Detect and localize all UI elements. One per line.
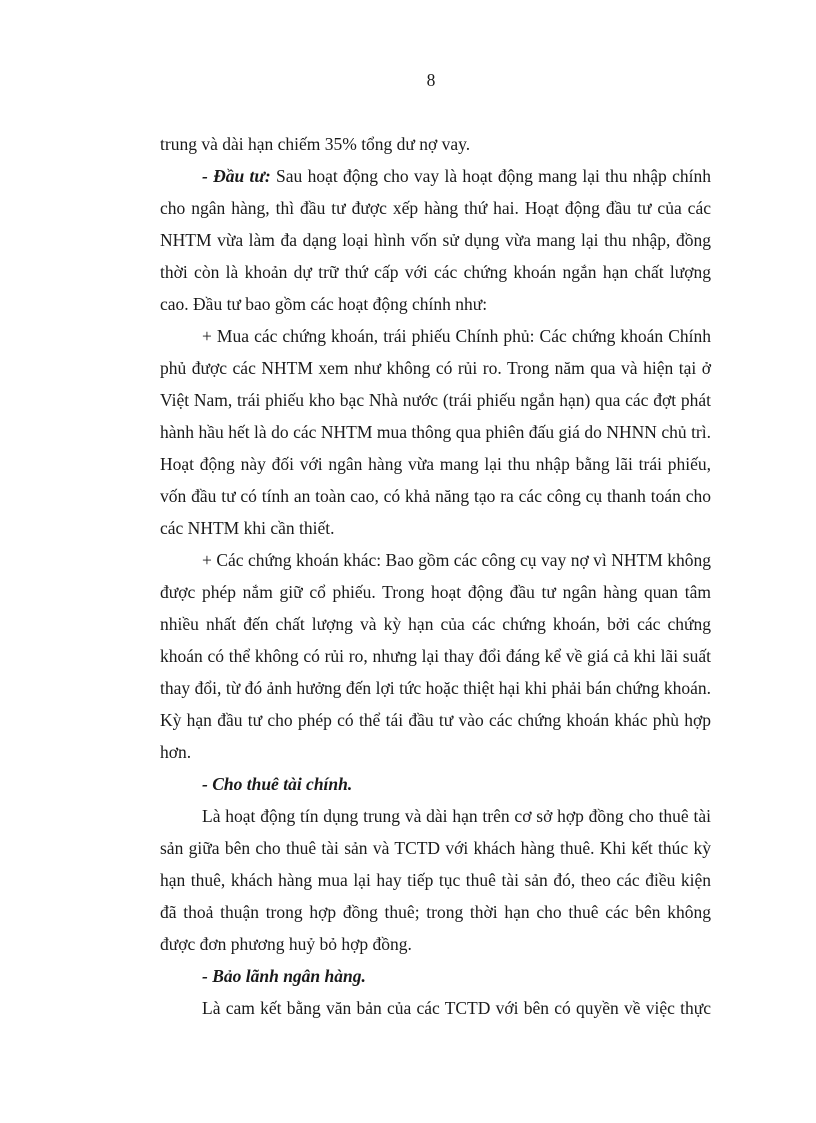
- paragraph-other-securities: + Các chứng khoán khác: Bao gồm các công cụ vay nợ vì NHTM không được phép nắm giữ cổ phiếu. Trong hoạt động đầu tư ngân hàng quan tâm nhiều nhất đến chất lượng và kỳ hạn của các chứng khoán, bởi các chứng khoán có thể không có rủi ro, nhưng lại thay đổi đáng kể về giá cả khi lãi suất thay đổi, từ đó ảnh hưởng đến lợi tức hoặc thiệt hại khi phải bán chứng khoán. Kỳ hạn đầu tư cho phép có thể tái đầu tư vào các chứng khoán khác phù hợp hơn.: [160, 550, 711, 762]
- investment-body: Sau hoạt động cho vay là hoạt động mang lại thu nhập chính cho ngân hàng, thì đầu tư được xếp hàng thứ hai. Hoạt động đầu tư của các NHTM vừa làm đa dạng loại hình vốn sử dụng vừa mang lại thu nhập, đồng thời còn là khoản dự trữ thứ cấp với các chứng khoán ngắn hạn chất lượng cao. Đầu tư bao gồm các hoạt động chính như:: [160, 166, 711, 314]
- guarantee-heading: - Bảo lãnh ngân hàng.: [202, 966, 366, 986]
- page-number: 8: [426, 70, 436, 90]
- paragraph-continuation: trung và dài hạn chiếm 35% tổng dư nợ vay.: [160, 134, 471, 154]
- page-body: [160, 128, 711, 1024]
- paragraph-government-securities: + Mua các chứng khoán, trái phiếu Chính phủ: Các chứng khoán Chính phủ được các NHTM xem như không có rủi ro. Trong năm qua và hiện tại ở Việt Nam, trái phiếu kho bạc Nhà nước (trái phiếu ngắn hạn) qua các đợt phát hành hầu hết là do các NHTM mua thông qua phiên đấu giá do NHNN chủ trì. Hoạt động này đối với ngân hàng vừa mang lại thu nhập bằng lãi trái phiếu, vốn đầu tư có tính an toàn cao, có khả năng tạo ra các công cụ thanh toán cho các NHTM khi cần thiết.: [160, 326, 711, 538]
- paragraph-guarantee: Là cam kết bằng văn bản của các TCTD với bên có quyền về việc thực: [202, 998, 711, 1018]
- paragraph-leasing: Là hoạt động tín dụng trung và dài hạn trên cơ sở hợp đồng cho thuê tài sản giữa bên cho thuê tài sản và TCTD với khách hàng thuê. Khi kết thúc kỳ hạn thuê, khách hàng mua lại hay tiếp tục thuê tài sản đó, theo các điều kiện đã thoả thuận trong hợp đồng thuê; trong thời hạn cho thuê các bên không được đơn phương huỷ bỏ hợp đồng.: [160, 806, 711, 954]
- paragraph-investment: [160, 160, 711, 320]
- leasing-heading: - Cho thuê tài chính.: [202, 774, 353, 794]
- investment-heading: - Đầu tư:: [202, 166, 271, 186]
